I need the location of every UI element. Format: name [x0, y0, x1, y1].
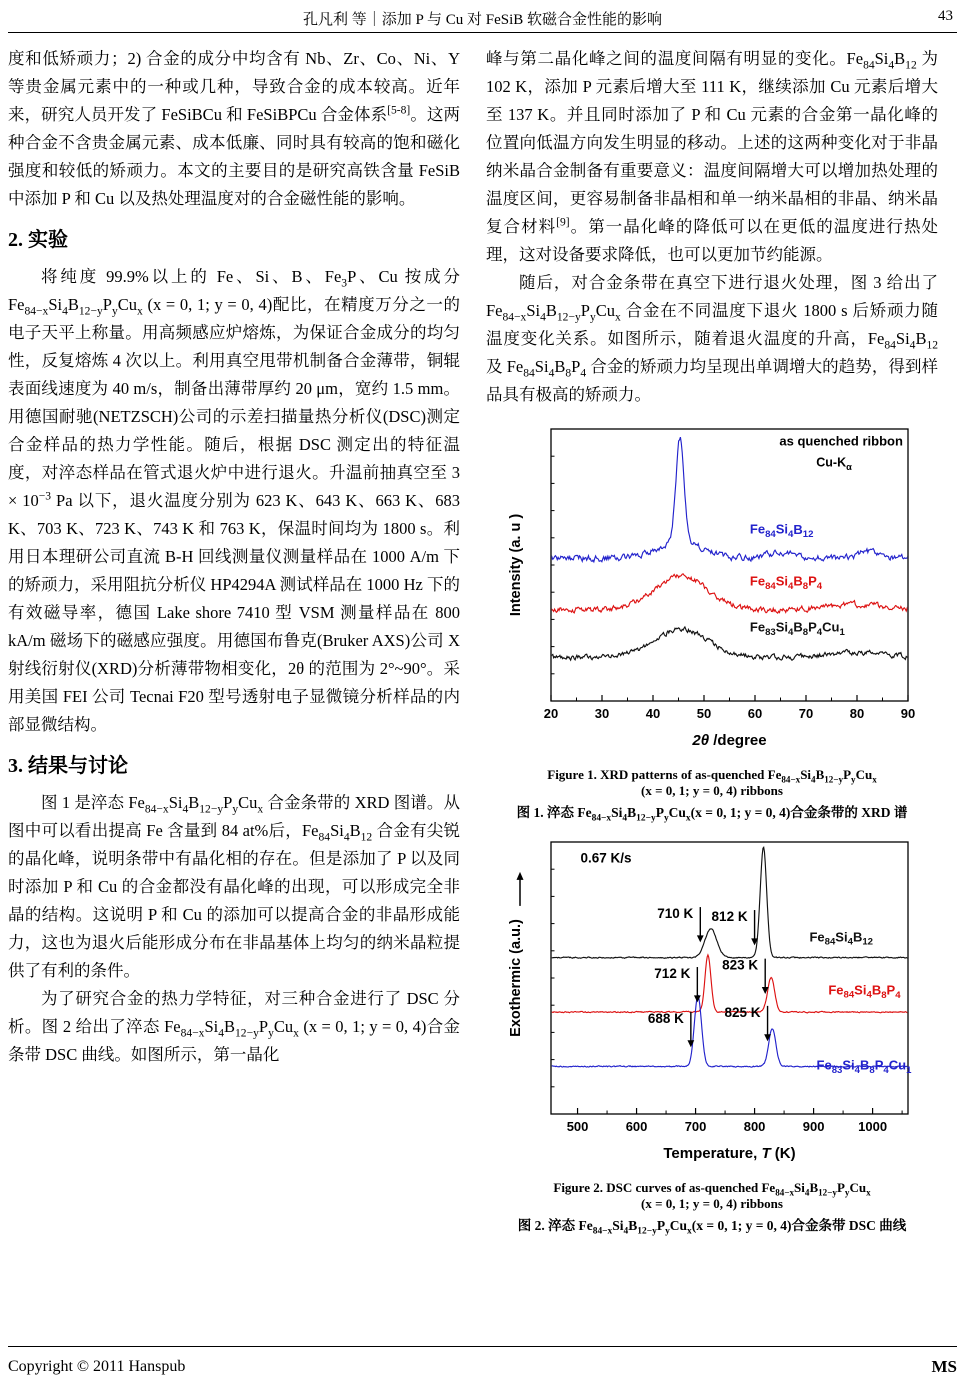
right-column — [486, 45, 938, 1346]
svg-text:710 K: 710 K — [657, 906, 694, 922]
page-header — [8, 6, 957, 33]
figure-2 — [486, 834, 938, 1235]
svg-text:Fe84Si4B12: $Fe_{84}Si_4B_{12}$ — [749, 521, 814, 541]
svg-text:800: 800 — [743, 1119, 766, 1134]
svg-text:as quenched ribbon: as quenched ribbon — [779, 433, 903, 449]
svg-text:Fe84Si4B8P4: $Fe_{84}Si_4B_8P_4$ — [749, 573, 823, 592]
journal-mark: MS — [931, 1356, 957, 1376]
svg-text:Fe84Si4B12: $Fe_{84}Si_4B_{12}$ — [809, 929, 874, 948]
svg-text:Fe84Si4B8P4: $Fe_{84}Si_4B_8P_4$ — [828, 982, 901, 1001]
figure-1-caption — [486, 767, 938, 822]
svg-text:40: 40 — [645, 706, 661, 721]
svg-text:30: 30 — [594, 706, 610, 721]
results-paragraph-1: 图 1 是淬态 $Fe_{84-x}Si_4B_{12-y}P_yCu_x$ 合金条带的 XRD 图谱。从图中可以看出提高 Fe 含量到 84 at%后，$Fe_{84}Si_4B_{12}$ 合金有尖锐的晶化峰，说明条带中有晶化相的存在。但是添加了 P 以及同时添加 P 和 Cu 的合金都没有晶化峰的出现，可以形成完全非晶的结构。这说明 P 和 Cu 的添加可以提高合金的非晶形成能力，这也为退火后能形成分布在非晶基体上均匀的纳米晶粒提供了有利的条件。 — [8, 793, 461, 980]
section-3-heading: 3. 结果与讨论 — [8, 755, 128, 777]
svg-text:500: 500 — [566, 1119, 589, 1134]
svg-text:0.67 K/s: 0.67 K/s — [580, 850, 632, 866]
two-column-body — [8, 33, 957, 1346]
svg-text:Exothermic (a.u.): Exothermic (a.u.) — [508, 919, 524, 1037]
figure-1 — [486, 421, 938, 822]
svg-text:60: 60 — [747, 706, 763, 721]
svg-text:50: 50 — [696, 706, 712, 721]
svg-text:712 K: 712 K — [654, 966, 691, 982]
section-2-heading: 2. 实验 — [8, 229, 68, 251]
svg-text:1000: 1000 — [858, 1119, 888, 1134]
dsc-chart — [507, 834, 917, 1166]
copyright-text: Copyright © 2011 Hanspub — [8, 1357, 186, 1375]
svg-text:688 K: 688 K — [647, 1010, 684, 1026]
svg-text:812 K: 812 K — [711, 909, 748, 925]
svg-text:Intensity (a. u ): Intensity (a. u ) — [508, 513, 524, 617]
svg-text:70: 70 — [798, 706, 814, 721]
svg-text:2θ /degree: 2θ /degree — [692, 732, 767, 749]
svg-text:700: 700 — [684, 1119, 707, 1134]
svg-text:90: 90 — [900, 706, 916, 721]
intro-continuation-paragraph: 度和低矫顽力；2) 合金的成分中均含有 Nb、Zr、Co、Ni、Y 等贵金属元素中的一种或几种，导致合金的成本较高。近年来，研究人员开发了 FeSiBCu 和 FeSiBPCu 合金体系[5-8]。这两种合金不含贵金属元素、成本低廉、同时具有较高的饱和磁化强度和较低的矫顽力。本文的主要目的是研究高铁含量 FeSiB 中添加 P 和 Cu 以及热处理温度对的合金磁性能的影响。 — [8, 49, 460, 208]
experiment-paragraph: 将纯度 99.9%以上的 Fe、Si、B、$Fe_3P$、Cu 按成分 $Fe_{84-x}Si_4B_{12-y}P_yCu_x$ (x = 0, 1; y = 0, 4)配比，在精度万分之一的电子天平上称量。用高频感应炉熔炼，为保证合金成分的均匀性，反复熔炼 4 次以上。利用真空甩带机制备合金薄带，铜辊表面线速度为 40 m/s，制备出薄带厚约 20 μm，宽约 1.5 mm。用德国耐驰(NETZSCH)公司的示差扫描量热分析仪(DSC)测定合金样品的热力学性能。随后，根据 DSC 测定出的特征温度，对淬态样品在管式退火炉中进行退火。升温前抽真空至 $3 \times 10^{-3}$ Pa 以下，退火温度分别为 623 K、643 K、663 K、683 K、703 K、723 K、743 K 和 763 K，保温时间均为 1800 s。利用日本理研公司直流 B-H 回线测量仪测量样品在 1000 A/m 下的矫顽力，采用阻抗分析仪 HP4294A 测试样品在 1000 Hz 下的有效磁导率，德国 Lake shore 7410 型 VSM 测量样品在 800 kA/m 磁场下的磁感应强度。用德国布鲁克(Bruker AXS)公司 X 射线衍射仪(XRD)分析薄带物相变化，2θ 的范围为 2°~90°。采用美国 FEI 公司 Tecnai F20 型号透射电子显微镜分析样品的内部显微结构。 — [8, 267, 461, 734]
results-continuation-paragraph: 峰与第二晶化峰之间的温度间隔有明显的变化。$Fe_{84}Si_4B_{12}$ 为 102 K，添加 P 元素后增大至 111 K，继续添加 Cu 元素后增大至 137 K。并且同时添加了 P 和 Cu 元素的合金第一晶化峰的位置向低温方向发生明显的移动。上述的这两种变化对于非晶纳米晶合金制备有重要意义：温度间隔增大可以增加热处理的温度区间，更容易制备非晶相和单一纳米晶相的非晶、纳米晶复合材料[9]。第一晶化峰的降低可以在更低的温度进行热处理，这对设备要求降低，也可以更加节约能源。 — [486, 49, 939, 264]
left-column — [8, 45, 460, 1346]
svg-text:20: 20 — [543, 706, 559, 721]
figure-2-caption — [486, 1180, 938, 1235]
figure-1-caption-en: Figure 1. XRD patterns of as-quenched $Fe_{84-x}Si_4B_{12-y}P_yCu_x$ (x = 0, 1; y = 0, 4) ribbons — [547, 767, 877, 798]
svg-text:Cu-Kα: $Cu-K_\alpha$ — [816, 455, 852, 472]
figure-1-caption-cn: 图 1. 淬态 $Fe_{84-x}Si_4B_{12-y}P_yCu_x(x = 0$, 1; y = 0, 4)合金条带的 XRD 谱 — [516, 805, 908, 824]
svg-text:Fe83Si4B8P4Cu1: $Fe_{83}Si_4B_8P_4Cu_1$ — [749, 619, 845, 639]
svg-text:825 K: 825 K — [724, 1004, 761, 1020]
running-title: 孔凡利 等｜添加 P 与 Cu 对 FeSiB 软磁合金性能的影响 — [302, 12, 663, 28]
xrd-chart — [507, 421, 917, 753]
figure-2-caption-en: Figure 2. DSC curves of as-quenched $Fe_{84-x}Si_4B_{12-y}P_yCu_x$ (x = 0, 1; y = 0, 4) ribbons — [553, 1180, 871, 1211]
page-footer — [8, 1346, 957, 1386]
svg-text:600: 600 — [625, 1119, 648, 1134]
annealing-paragraph: 随后，对合金条带在真空下进行退火处理，图 3 给出了 $Fe_{84-x}Si_4B_{12-y}P_yCu_x$ 合金在不同温度下退火 1800 s 后矫顽力随温度变化关系。如图所示，随着退火温度的升高，$Fe_{84}Si_4B_{12}$ 及 $Fe_{84}Si_4B_8P_4$ 合金的矫顽力均呈现出单调增大的趋势，得到样品具有极高的矫顽力。 — [486, 273, 939, 404]
svg-text:823 K: 823 K — [722, 957, 759, 973]
page-number: 43 — [938, 8, 953, 24]
svg-text:Temperature, T (K): Temperature, T (K) — [663, 1145, 796, 1162]
figure-2-caption-cn: 图 2. 淬态 $Fe_{84-x}Si_4B_{12-y}P_yCu_x(x = 0$, 1; y = 0, 4)合金条带 DSC 曲线 — [517, 1218, 907, 1237]
svg-text:Fe83Si4B8P4Cu1: $Fe_{83}Si_4B_8P_4Cu_1$ — [816, 1057, 912, 1077]
svg-text:80: 80 — [849, 706, 865, 721]
svg-text:900: 900 — [802, 1119, 825, 1134]
results-paragraph-2: 为了研究合金的热力学特征，对三种合金进行了 DSC 分析。图 2 给出了淬态 $Fe_{84-x}Si_4B_{12-y}P_yCu_x$ (x = 0, 1; y = 0, 4)合金条带 DSC 曲线。如图所示，第一晶化 — [8, 989, 461, 1064]
